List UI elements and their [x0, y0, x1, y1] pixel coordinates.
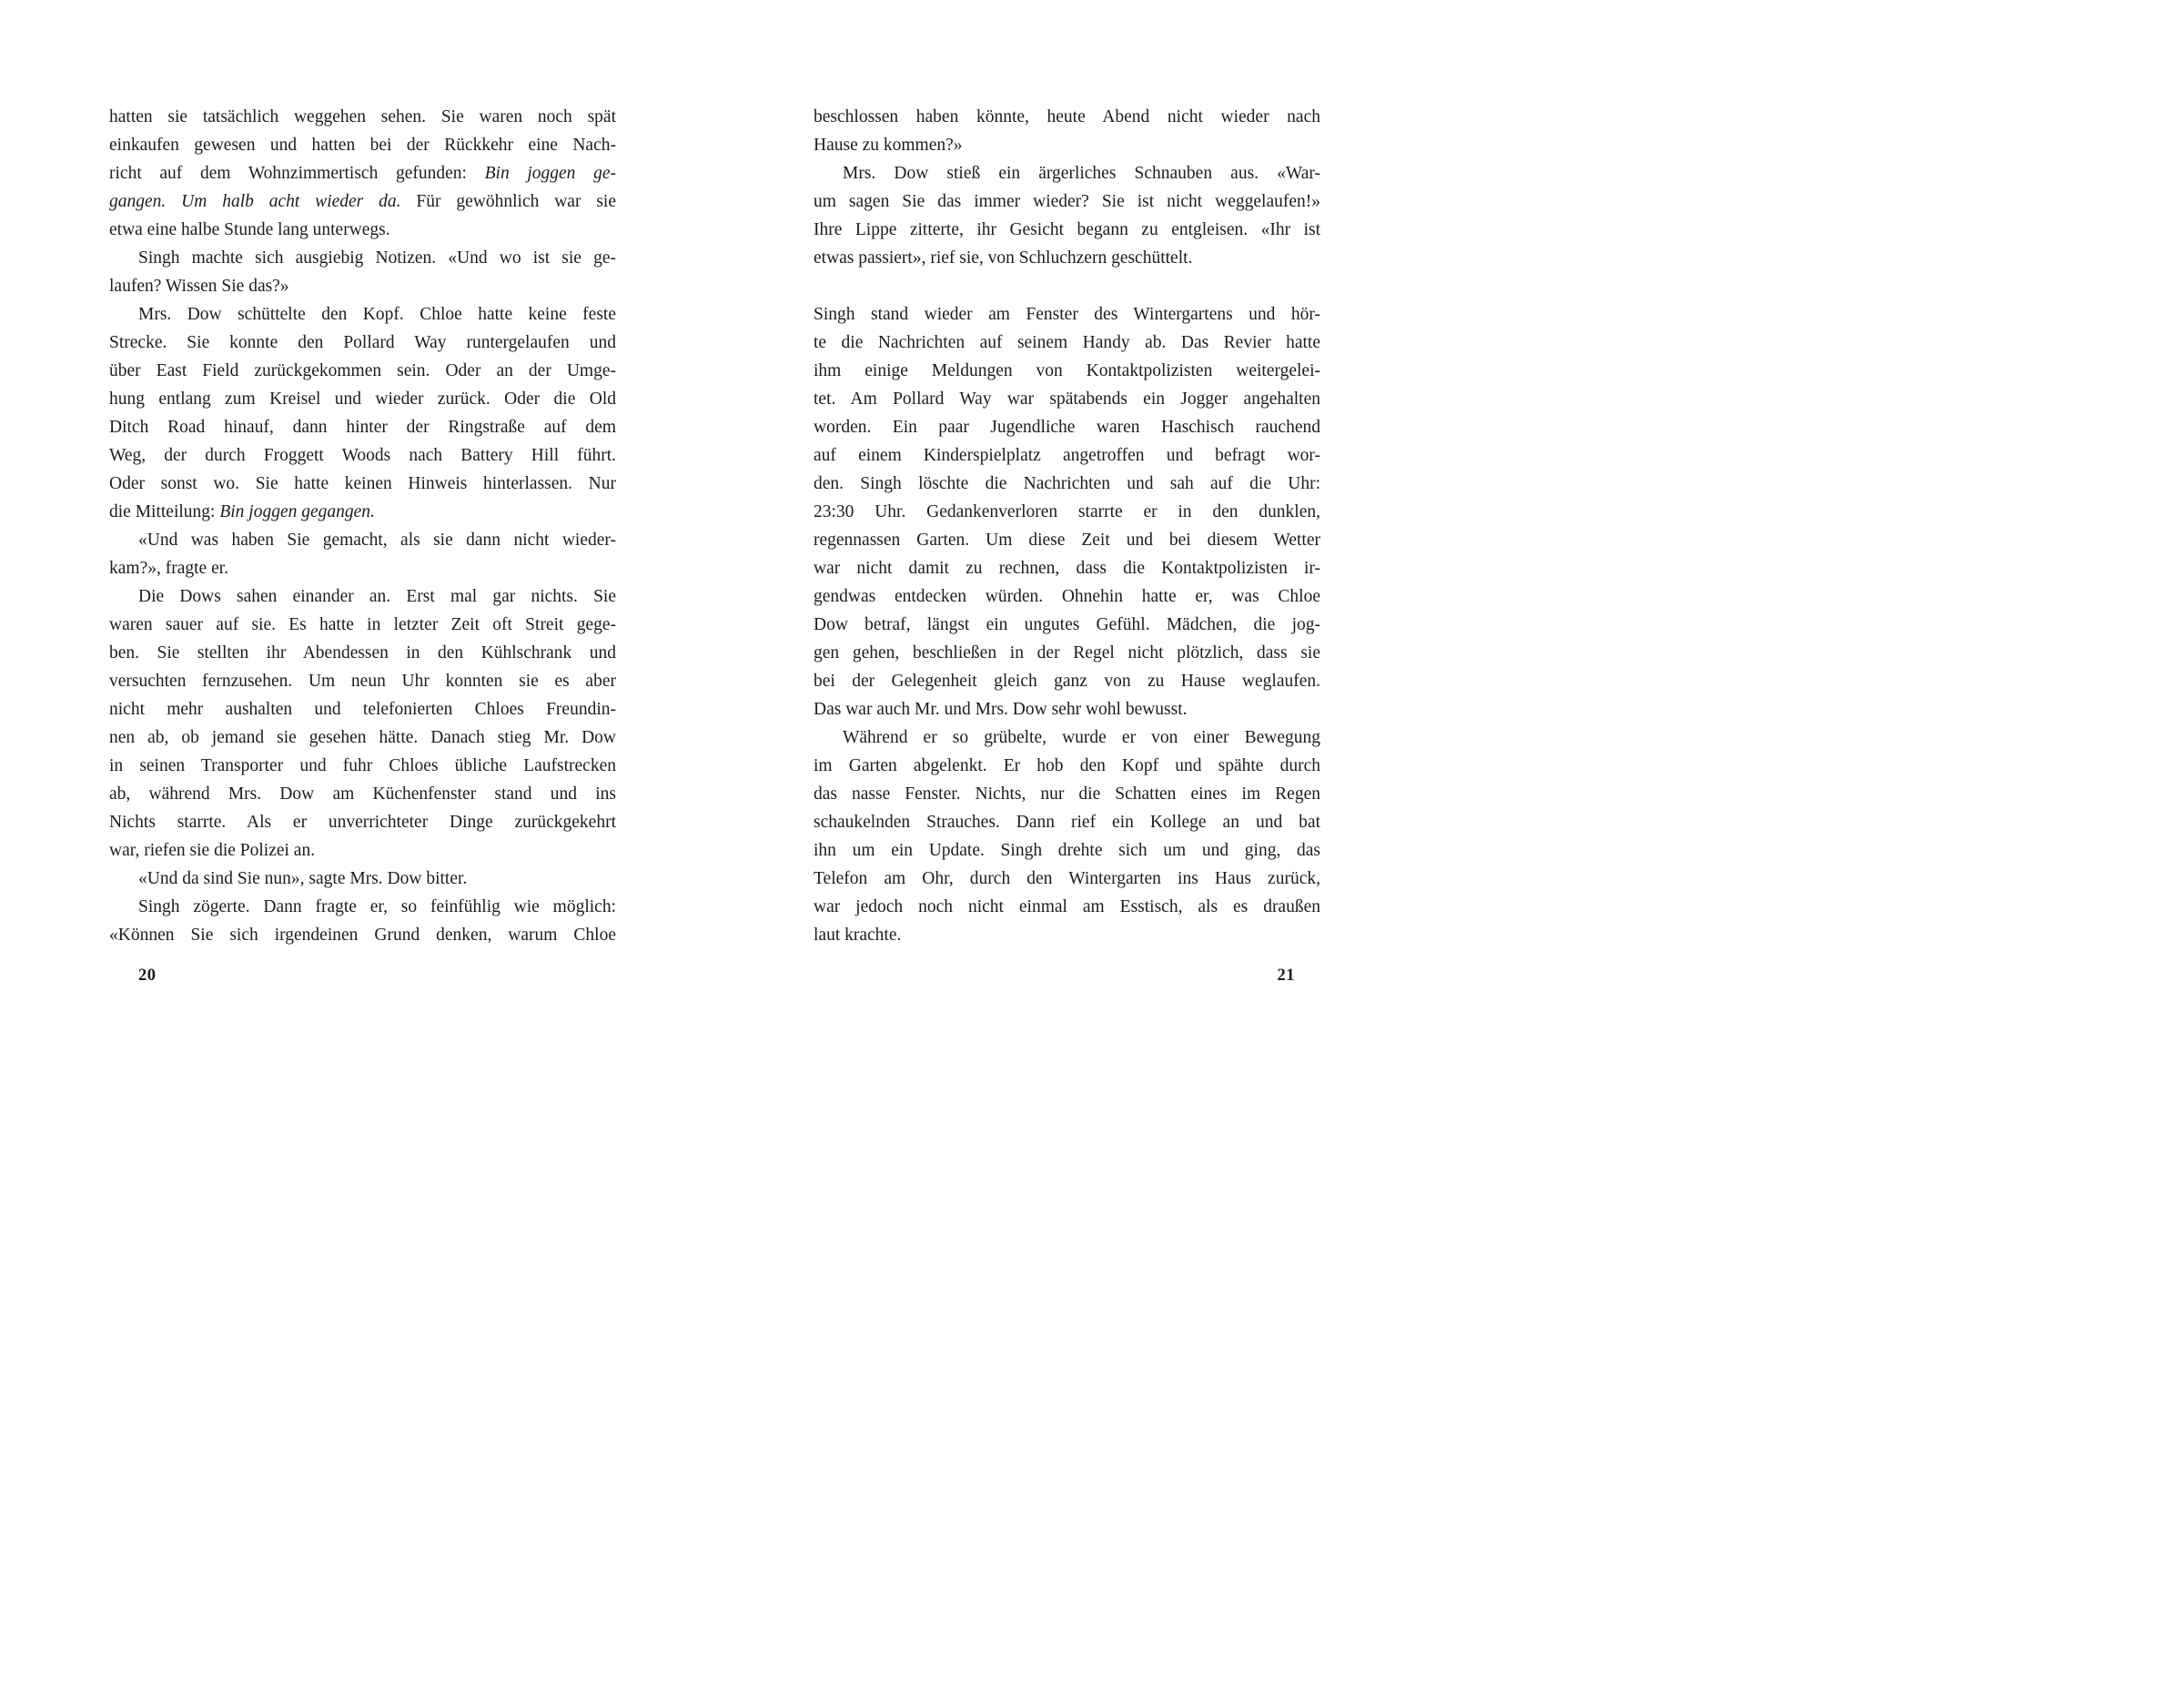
paragraph [814, 103, 1320, 159]
text-segment: in seinen Transporter und fuhr Chloes übliche Laufstrecken [109, 756, 616, 775]
text-line [814, 216, 1320, 244]
text-line [814, 921, 1320, 949]
text-segment: schaukelnden Strauches. Dann rief ein Kollege an und bat [814, 813, 1320, 832]
text-line [814, 441, 1320, 470]
text-segment: war jedoch noch nicht einmal am Esstisch, als es draußen [814, 897, 1320, 916]
text-line [814, 808, 1320, 836]
text-line [814, 695, 1320, 724]
text-line [814, 159, 1320, 187]
paragraph [109, 865, 616, 893]
text-segment: «Und was haben Sie gemacht, als sie dann nicht wieder- [138, 531, 616, 550]
text-line [109, 611, 616, 639]
text-segment: Die Dows sahen einander an. Erst mal gar nichts. Sie [138, 587, 616, 606]
text-line [109, 187, 616, 216]
text-line [814, 865, 1320, 893]
text-segment: Telefon am Ohr, durch den Wintergarten ins Haus zurück, [814, 869, 1320, 888]
text-segment: 23:30 Uhr. Gedankenverloren starrte er in den dunklen, [814, 502, 1320, 521]
text-segment: Für gewöhnlich war sie [400, 192, 616, 211]
text-segment: das nasse Fenster. Nichts, nur die Schatten eines im Regen [814, 784, 1320, 804]
text-line [814, 582, 1320, 611]
page-number-left: 20 [138, 966, 157, 985]
paragraph [109, 893, 616, 949]
text-segment: beschlossen haben könnte, heute Abend nicht wieder nach [814, 107, 1320, 126]
text-line [109, 300, 616, 329]
paragraph [109, 103, 616, 244]
text-line [109, 470, 616, 498]
text-line [109, 357, 616, 385]
text-segment: laufen? Wissen Sie das?» [109, 277, 289, 296]
text-segment: Das war auch Mr. und Mrs. Dow sehr wohl bewusst. [814, 700, 1188, 719]
text-segment: kam?», fragte er. [109, 559, 229, 578]
text-segment: gen gehen, beschließen in der Regel nicht plötzlich, dass sie [814, 643, 1320, 663]
text-line [109, 808, 616, 836]
text-segment: gendwas entdecken würden. Ohnehin hatte er, was Chloe [814, 587, 1320, 606]
text-segment: bei der Gelegenheit gleich ganz von zu Hause weglaufen. [814, 672, 1320, 691]
text-line [109, 329, 616, 357]
text-line [109, 526, 616, 554]
text-segment: Mrs. Dow stieß ein ärgerliches Schnauben aus. «War- [843, 164, 1320, 183]
text-segment: Strecke. Sie konnte den Pollard Way runtergelaufen und [109, 333, 616, 352]
text-segment: einkaufen gewesen und hatten bei der Rückkehr eine Nach- [109, 136, 616, 155]
text-line [814, 554, 1320, 582]
text-segment: Singh stand wieder am Fenster des Wintergartens und hör- [814, 305, 1320, 324]
text-segment: auf einem Kinderspielplatz angetroffen und befragt wor- [814, 446, 1320, 465]
text-line [109, 582, 616, 611]
italic-text: Bin joggen gegangen. [219, 502, 375, 521]
text-segment: tet. Am Pollard Way war spätabends ein Jogger angehalten [814, 390, 1320, 409]
text-segment: laut krachte. [814, 926, 902, 945]
text-line [814, 639, 1320, 667]
text-segment: Singh zögerte. Dann fragte er, so feinfühlig wie möglich: [138, 897, 616, 916]
text-segment: Singh machte sich ausgiebig Notizen. «Und wo ist sie ge- [138, 248, 616, 268]
text-segment: Hause zu kommen?» [814, 136, 963, 155]
text-line [814, 611, 1320, 639]
paragraph [814, 159, 1320, 272]
text-line [109, 413, 616, 441]
text-line [109, 695, 616, 724]
text-segment: Während er so grübelte, wurde er von einer Bewegung [843, 728, 1320, 747]
text-line [109, 921, 616, 949]
text-segment: «Können Sie sich irgendeinen Grund denken, warum Chloe [109, 926, 616, 945]
text-segment: war, riefen sie die Polizei an. [109, 841, 316, 860]
text-segment: versuchten fernzusehen. Um neun Uhr konnten sie es aber [109, 672, 616, 691]
text-line [109, 159, 616, 187]
text-segment: te die Nachrichten auf seinem Handy ab. Das Revier hatte [814, 333, 1320, 352]
text-segment: ihm einige Meldungen von Kontaktpolizisten weitergelei- [814, 361, 1320, 380]
text-segment: Mrs. Dow schüttelte den Kopf. Chloe hatte keine feste [138, 305, 616, 324]
text-segment: ihn um ein Update. Singh drehte sich um und ging, das [814, 841, 1320, 860]
text-line [814, 667, 1320, 695]
text-segment: den. Singh löschte die Nachrichten und sah auf die Uhr: [814, 474, 1320, 493]
paragraph [109, 526, 616, 582]
text-segment: Ditch Road hinauf, dann hinter der Ringstraße auf dem [109, 418, 616, 437]
text-line [814, 357, 1320, 385]
paragraph [109, 300, 616, 526]
text-line [109, 554, 616, 582]
text-segment: ab, während Mrs. Dow am Küchenfenster stand und ins [109, 784, 616, 804]
text-column-page-21 [814, 103, 1320, 949]
text-segment: richt auf dem Wohnzimmertisch gefunden: [109, 164, 485, 183]
text-line [814, 724, 1320, 752]
text-line [814, 413, 1320, 441]
text-segment: «Und da sind Sie nun», sagte Mrs. Dow bitter. [138, 869, 468, 888]
text-line [109, 893, 616, 921]
text-line [814, 893, 1320, 921]
text-segment: Ihre Lippe zitterte, ihr Gesicht begann zu entgleisen. «Ihr ist [814, 220, 1320, 239]
text-segment: worden. Ein paar Jugendliche waren Haschisch rauchend [814, 418, 1320, 437]
text-segment: Dow betraf, längst ein ungutes Gefühl. Mädchen, die jog- [814, 615, 1320, 634]
italic-text: Bin joggen ge- [484, 164, 616, 183]
text-line [109, 216, 616, 244]
text-segment: etwas passiert», rief sie, von Schluchzern geschüttelt. [814, 248, 1193, 268]
text-segment: ben. Sie stellten ihr Abendessen in den Kühlschrank und [109, 643, 616, 663]
text-segment: regennassen Garten. Um diese Zeit und bei diesem Wetter [814, 531, 1320, 550]
text-line [109, 639, 616, 667]
text-segment: die Mitteilung: [109, 502, 220, 521]
text-line [814, 470, 1320, 498]
text-segment: über East Field zurückgekommen sein. Oder an der Umge- [109, 361, 616, 380]
text-line [109, 836, 616, 865]
text-line [109, 780, 616, 808]
text-segment: Weg, der durch Froggett Woods nach Battery Hill führt. [109, 446, 616, 465]
paragraph [814, 724, 1320, 949]
text-line [109, 441, 616, 470]
text-segment: war nicht damit zu rechnen, dass die Kontaktpolizisten ir- [814, 559, 1320, 578]
text-segment: im Garten abgelenkt. Er hob den Kopf und spähte durch [814, 756, 1320, 775]
text-column-page-20 [109, 103, 616, 949]
text-segment: Oder sonst wo. Sie hatte keinen Hinweis hinterlassen. Nur [109, 474, 616, 493]
paragraph [109, 582, 616, 865]
text-segment: waren sauer auf sie. Es hatte in letzter Zeit oft Streit gege- [109, 615, 616, 634]
text-segment: etwa eine halbe Stunde lang unterwegs. [109, 220, 390, 239]
text-line [814, 526, 1320, 554]
text-line [109, 385, 616, 413]
text-line [109, 865, 616, 893]
paragraph [109, 244, 616, 300]
text-line [109, 667, 616, 695]
text-line [814, 187, 1320, 216]
text-segment: hatten sie tatsächlich weggehen sehen. Sie waren noch spät [109, 107, 616, 126]
text-line [109, 272, 616, 300]
text-line [814, 131, 1320, 159]
text-segment: nicht mehr aushalten und telefonierten Chloes Freundin- [109, 700, 616, 719]
text-segment: nen ab, ob jemand sie gesehen hätte. Danach stieg Mr. Dow [109, 728, 616, 747]
text-line [814, 244, 1320, 272]
text-line [109, 752, 616, 780]
paragraph [814, 300, 1320, 724]
text-line [814, 103, 1320, 131]
text-line [109, 244, 616, 272]
text-segment: um sagen Sie das immer wieder? Sie ist nicht weggelaufen!» [814, 192, 1320, 211]
text-line [814, 836, 1320, 865]
page-number-right: 21 [1277, 966, 1295, 985]
text-line [814, 300, 1320, 329]
text-line [109, 498, 616, 526]
text-line [814, 385, 1320, 413]
text-line [109, 131, 616, 159]
text-segment: hung entlang zum Kreisel und wieder zurück. Oder die Old [109, 390, 616, 409]
italic-text: gangen. Um halb acht wieder da. [109, 192, 401, 211]
text-segment: Nichts starrte. Als er unverrichteter Dinge zurückgekehrt [109, 813, 616, 832]
text-line [109, 103, 616, 131]
text-line [814, 329, 1320, 357]
text-line [109, 724, 616, 752]
text-line [814, 752, 1320, 780]
text-line [814, 780, 1320, 808]
text-line [814, 498, 1320, 526]
